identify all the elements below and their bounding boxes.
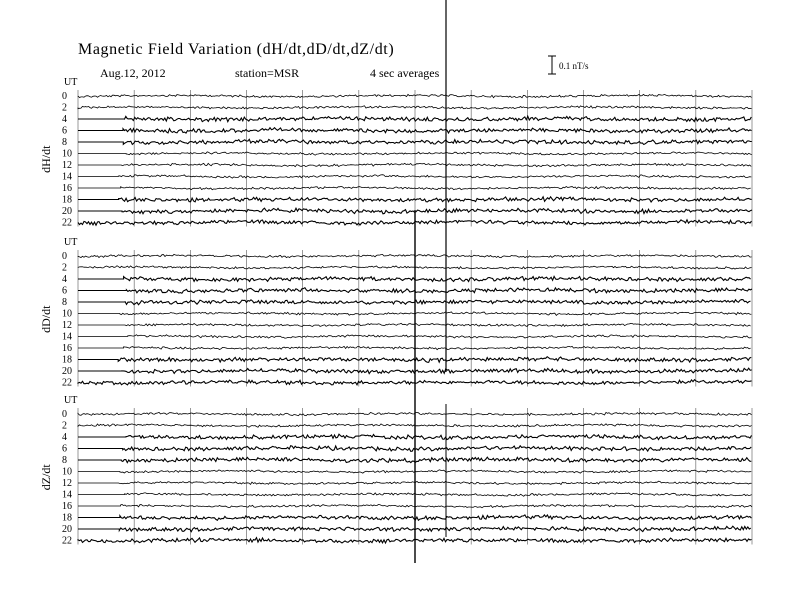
hour-tick-label: 16 xyxy=(62,183,72,194)
date-label: Aug.12, 2012 xyxy=(100,66,166,80)
scale-bar xyxy=(548,56,589,74)
averaging-label: 4 sec averages xyxy=(370,66,440,80)
hour-tick-label: 0 xyxy=(62,409,67,420)
panel-ylabel: dZ/dt xyxy=(39,464,53,491)
hour-tick-label: 4 xyxy=(62,432,67,443)
hour-tick-label: 22 xyxy=(62,535,72,547)
hour-tick-label: 12 xyxy=(62,320,72,331)
hour-tick-label: 22 xyxy=(62,377,72,389)
hour-tick-label: 2 xyxy=(62,262,67,274)
trace-line xyxy=(78,116,751,121)
hour-tick-label: 20 xyxy=(62,206,72,217)
hour-tick-label: 8 xyxy=(62,137,67,148)
hour-tick-label: 10 xyxy=(62,466,72,478)
hour-tick-label: 10 xyxy=(62,148,72,160)
hour-tick-label: 6 xyxy=(62,285,67,297)
hour-tick-label: 12 xyxy=(62,160,72,171)
hour-tick-label: 16 xyxy=(62,501,72,512)
hour-tick-label: 0 xyxy=(62,91,67,102)
panel-ylabel: dD/dt xyxy=(39,305,53,333)
station-label: station=MSR xyxy=(235,66,300,80)
trace-line xyxy=(78,186,751,189)
hour-tick-label: 14 xyxy=(62,331,72,343)
ut-label: UT xyxy=(64,237,78,248)
hour-tick-label: 18 xyxy=(62,194,72,206)
hour-tick-label: 6 xyxy=(62,443,67,455)
hour-tick-label: 18 xyxy=(62,512,72,524)
panel-dZ-dt xyxy=(39,395,752,547)
spike-artifacts xyxy=(415,0,446,563)
hour-tick-label: 0 xyxy=(62,251,67,262)
hour-tick-label: 14 xyxy=(62,171,72,183)
hour-tick-label: 12 xyxy=(62,478,72,489)
ut-label: UT xyxy=(64,77,78,88)
hour-tick-label: 20 xyxy=(62,524,72,535)
hour-tick-label: 10 xyxy=(62,308,72,320)
trace-line xyxy=(78,300,751,305)
hour-tick-label: 4 xyxy=(62,274,67,285)
hour-tick-label: 2 xyxy=(62,102,67,114)
hour-tick-label: 20 xyxy=(62,366,72,377)
hour-tick-label: 4 xyxy=(62,114,67,125)
hour-tick-label: 18 xyxy=(62,354,72,366)
hour-tick-label: 14 xyxy=(62,489,72,501)
hour-tick-label: 16 xyxy=(62,343,72,354)
panel-dD-dt xyxy=(39,237,752,389)
chart-title: Magnetic Field Variation (dH/dt,dD/dt,dZ/dt) xyxy=(78,41,395,58)
ut-label: UT xyxy=(64,395,78,406)
hour-tick-label: 6 xyxy=(62,125,67,137)
hour-tick-label: 8 xyxy=(62,455,67,466)
hour-tick-label: 8 xyxy=(62,297,67,308)
hour-tick-label: 22 xyxy=(62,217,72,229)
trace-line xyxy=(78,163,751,166)
panel-ylabel: dH/dt xyxy=(39,145,53,173)
scale-bar-label: 0.1 nT/s xyxy=(559,61,589,71)
hour-tick-label: 2 xyxy=(62,420,67,432)
panel-dH-dt xyxy=(39,77,752,229)
trace-line xyxy=(78,175,751,178)
